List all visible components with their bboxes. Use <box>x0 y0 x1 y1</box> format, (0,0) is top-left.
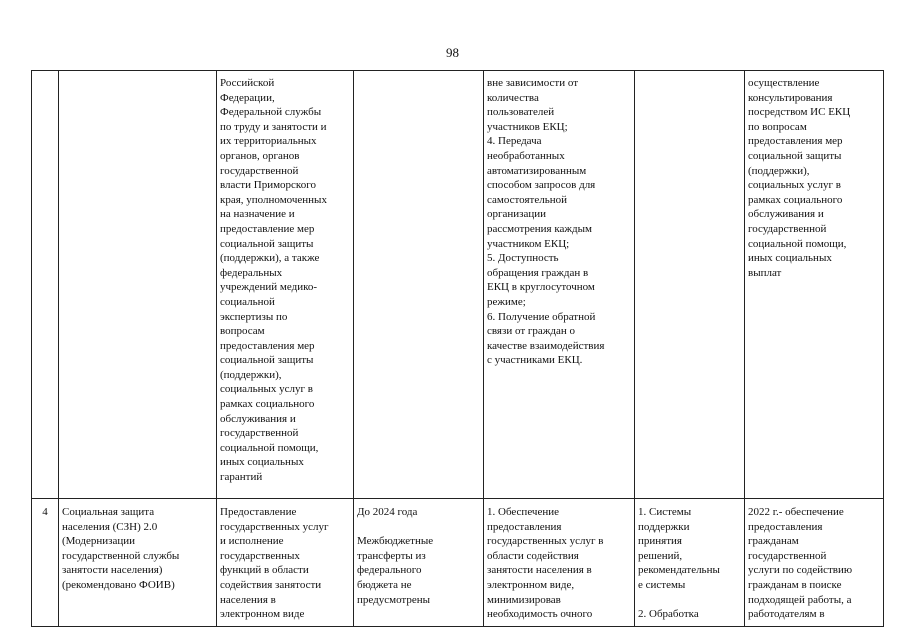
plans-cell: 2022 г.- обеспечение предоставления гражданам государственной услуги по содействию гражданам в поиске подходящей работы, а работодателям в <box>745 499 884 627</box>
page-number: 98 <box>446 45 459 60</box>
plans-cell: осуществление консультирования посредством ИС ЕКЦ по вопросам предоставления мер социальной защиты (поддержки), социальных услуг в рамках социального обслуживания и государственной социальной помощи, иных социальных выплат <box>745 71 884 499</box>
expected-results-cell: вне зависимости от количества пользователей участников ЕКЦ; 4. Передача необработанных автоматизированным способом запросов для самостоятельной организации рассмотрения каждым участником ЕКЦ; 5. Доступность обращения граждан в ЕКЦ в круглосуточном режиме; 6. Получение обратной связи от граждан о качестве взаимодействия с участниками ЕКЦ. <box>484 71 635 499</box>
term-funding-cell: До 2024 года Межбюджетные трансферты из федерального бюджета не предусмотрены <box>354 499 484 627</box>
row-number-cell <box>32 71 59 499</box>
description-cell: Российской Федерации, Федеральной службы по труду и занятости и их территориальных органов, органов государственной власти Приморского края, уполномоченных на назначение и предоставление мер социальной защиты (поддержки), а также федеральных учреждений медико- социальной экспертизы по вопросам предоставления мер социальной защиты (поддержки), социальных услуг в рамках социального обслуживания и государственной социальной помощи, иных социальных гарантий <box>217 71 354 499</box>
project-name-cell <box>59 71 217 499</box>
systems-cell <box>635 71 745 499</box>
document-table <box>31 70 884 627</box>
expected-results-cell: 1. Обеспечение предоставления государственных услуг в области содействия занятости населения в электронном виде, минимизировав необходимость очного <box>484 499 635 627</box>
description-cell: Предоставление государственных услуг и исполнение государственных функций в области содействия занятости населения в электронном виде <box>217 499 354 627</box>
project-name-cell: Социальная защита населения (СЗН) 2.0 (Модернизации государственной службы занятости населения) (рекомендовано ФОИВ) <box>59 499 217 627</box>
table-row <box>32 71 884 499</box>
term-funding-cell <box>354 71 484 499</box>
table-row <box>32 499 884 627</box>
systems-cell: 1. Системы поддержки принятия решений, рекомендательны е системы 2. Обработка <box>635 499 745 627</box>
row-number-cell: 4 <box>32 499 59 627</box>
